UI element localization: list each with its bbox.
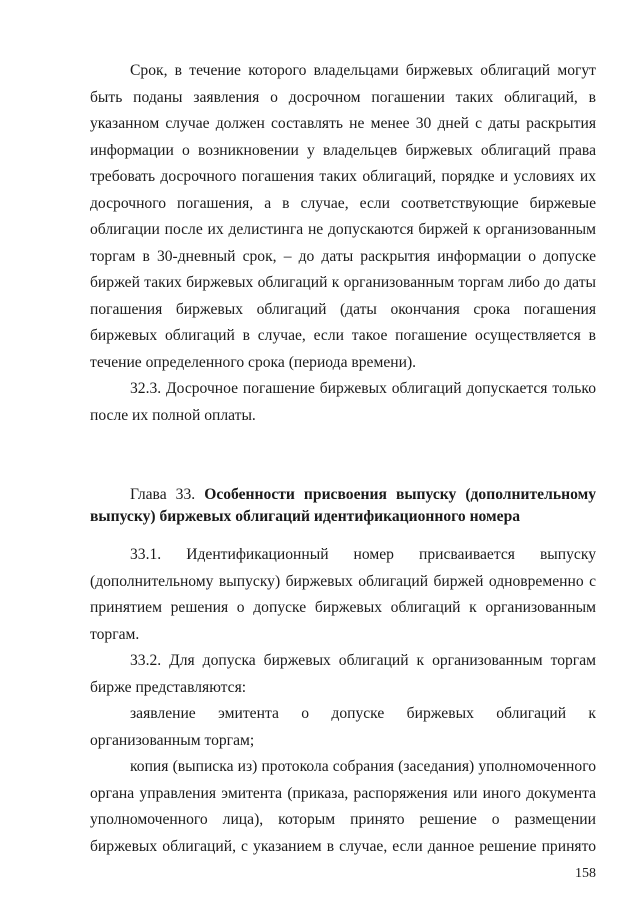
chapter-33-heading bbox=[90, 484, 596, 528]
chapter-title: Особенности присвоения выпуску (дополнительному выпуску) биржевых облигаций идентификационного номера bbox=[90, 486, 597, 525]
paragraph-33-2: 33.2. Для допуска биржевых облигаций к организованным торгам бирже представляются: bbox=[90, 652, 596, 696]
list-item-protocol-copy: копия (выписка из) протокола собрания (заседания) уполномоченного органа управления эмитента (приказа, распоряжения или иного документа уполномоченного лица), которым принято решение о размещении биржевых облигаций, с указанием в случае, если данное решение принято bbox=[90, 758, 596, 855]
paragraph-early-redemption-term: Срок, в течение которого владельцами биржевых облигаций могут быть поданы заявления о досрочном погашении таких облигаций, в указанном случае должен составлять не менее 30 дней с даты раскрытия информации о возникновении у владельцев биржевых облигаций права требовать досрочного погашения таких облигаций, порядке и условиях их досрочного погашения, а в случае, если соответствующие биржевые облигации после их делистинга не допускаются биржей к организованным торгам в 30-дневный срок, – до даты раскрытия информации о допуске биржей таких биржевых облигаций к организованным торгам либо до даты погашения биржевых облигаций (даты окончания срока погашения биржевых облигаций в случае, если такое погашение осуществляется в течение определенного срока (периода времени). bbox=[90, 62, 596, 371]
list-item-application: заявление эмитента о допуске биржевых облигаций к организованным торгам; bbox=[90, 705, 596, 749]
paragraph-32-3: 32.3. Досрочное погашение биржевых облигаций допускается только после их полной оплаты. bbox=[90, 380, 596, 424]
page-number: 158 bbox=[575, 866, 596, 881]
paragraph-33-1: 33.1. Идентификационный номер присваивается выпуску (дополнительному выпуску) биржевых облигаций биржей одновременно с принятием решения о допуске биржевых облигаций к организованным торгам. bbox=[90, 546, 596, 643]
chapter-label: Глава 33. bbox=[130, 486, 196, 503]
